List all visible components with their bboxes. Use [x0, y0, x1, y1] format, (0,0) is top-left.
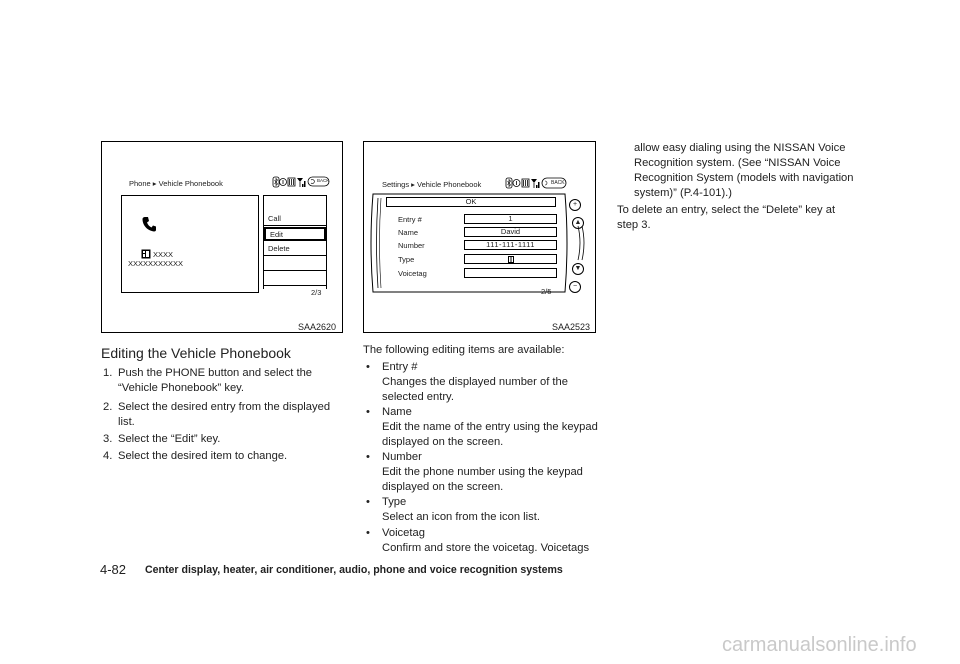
item-desc: Select an icon from the icon list.	[382, 511, 540, 523]
page-number: 4-82	[100, 562, 127, 577]
scroll-down-icon[interactable]: ▼	[572, 263, 584, 275]
step-number: 2.	[103, 401, 113, 413]
field-label-entry: Entry #	[398, 215, 422, 224]
zoom-in-icon[interactable]: +	[569, 199, 581, 211]
field-value-type[interactable]	[464, 254, 557, 264]
section-heading: Editing the Vehicle Phonebook	[101, 345, 291, 361]
step-number: 4.	[103, 450, 113, 462]
field-label-number: Number	[398, 241, 425, 250]
item-desc: Edit the name of the entry using the keypad	[382, 421, 598, 433]
figure-code: SAA2523	[552, 322, 591, 332]
ok-button[interactable]: OK	[386, 197, 556, 207]
intro-text: The following editing items are available:	[363, 344, 565, 356]
action-menu	[263, 195, 327, 289]
item-title: Number	[382, 451, 422, 463]
breadcrumb: Phone ▸ Vehicle Phonebook	[129, 179, 223, 188]
item-title: Type	[382, 496, 407, 508]
menu-item-delete[interactable]: Delete	[264, 242, 326, 256]
contact-number: XXXXXXXXXXX	[128, 259, 184, 268]
item-desc: Changes the displayed number of the	[382, 376, 568, 388]
back-label: BACK	[551, 180, 565, 186]
paragraph-line: allow easy dialing using the NISSAN Voice	[634, 142, 846, 154]
status-icons	[505, 176, 587, 190]
item-desc: displayed on the screen.	[382, 436, 504, 448]
item-title: Entry #	[382, 361, 418, 373]
field-value-entry[interactable]: 1	[464, 214, 557, 224]
field-value-voicetag[interactable]	[464, 268, 557, 278]
bluetooth-icon	[506, 178, 512, 188]
battery-icon	[288, 178, 295, 186]
field-label-voicetag: Voicetag	[398, 269, 427, 278]
section-footer: Center display, heater, air conditioner, audio, phone and voice recognition systems	[145, 564, 563, 576]
paragraph-line: step 3.	[617, 219, 651, 231]
figure-code: SAA2620	[298, 322, 337, 332]
contact-name: XXXX	[153, 250, 174, 259]
phone-handset-icon	[142, 216, 156, 232]
display-screen	[119, 175, 330, 296]
item-title: Voicetag	[382, 527, 425, 539]
bullet: •	[366, 527, 370, 539]
info-icon	[280, 179, 287, 186]
field-value-name[interactable]: David	[464, 227, 557, 237]
step-text: Select the “Edit” key.	[118, 433, 221, 445]
item-desc: selected entry.	[382, 391, 454, 403]
item-desc: Confirm and store the voicetag. Voicetags	[382, 542, 590, 554]
paragraph-line: Recognition system. (See “NISSAN Voice	[634, 157, 841, 169]
paragraph-line: To delete an entry, select the “Delete” key at	[617, 204, 836, 216]
figure-phonebook-list	[101, 141, 343, 333]
field-value-number[interactable]: 111-111-1111	[464, 240, 557, 250]
step-number: 1.	[103, 367, 113, 379]
breadcrumb: Settings ▸ Vehicle Phonebook	[382, 180, 482, 189]
step-number: 3.	[103, 433, 113, 445]
signal-icon	[531, 179, 540, 188]
bullet: •	[366, 361, 370, 373]
bluetooth-icon	[273, 177, 279, 187]
battery-icon	[522, 179, 529, 187]
step-text: Push the PHONE button and select the	[118, 367, 313, 379]
page-indicator: 2/3	[311, 288, 322, 297]
field-label-type: Type	[398, 255, 415, 264]
paragraph-line: Recognition System (models with navigation	[634, 172, 854, 184]
info-icon	[513, 180, 520, 187]
step-text-cont: list.	[118, 416, 135, 428]
watermark: carmanualsonline.info	[722, 634, 917, 656]
step-text: Select the desired entry from the displayed	[118, 401, 331, 413]
signal-icon	[297, 178, 306, 187]
scroll-up-icon[interactable]: ▲	[572, 217, 584, 229]
menu-item-empty[interactable]	[264, 257, 326, 271]
bullet: •	[366, 496, 370, 508]
paragraph-line: system)” (P.4-101).)	[634, 187, 733, 199]
bullet: •	[366, 406, 370, 418]
back-label: BACK	[317, 178, 330, 183]
bullet: •	[366, 451, 370, 463]
page-indicator: 2/5	[541, 287, 552, 296]
contact-panel	[121, 195, 259, 293]
field-label-name: Name	[398, 228, 419, 237]
item-desc: displayed on the screen.	[382, 481, 504, 493]
display-screen	[369, 174, 591, 300]
menu-item-empty[interactable]	[264, 272, 326, 286]
step-text: Select the desired item to change.	[118, 450, 288, 462]
figure-edit-entry	[363, 141, 596, 333]
item-desc: Edit the phone number using the keypad	[382, 466, 583, 478]
phonebook-icon	[141, 249, 151, 259]
phonebook-icon	[508, 256, 514, 263]
item-title: Name	[382, 406, 412, 418]
zoom-out-icon[interactable]: −	[569, 281, 581, 293]
step-text-cont: “Vehicle Phonebook” key.	[118, 382, 245, 394]
menu-item-edit[interactable]: Edit	[264, 227, 326, 241]
menu-item-call[interactable]: Call	[264, 212, 326, 226]
